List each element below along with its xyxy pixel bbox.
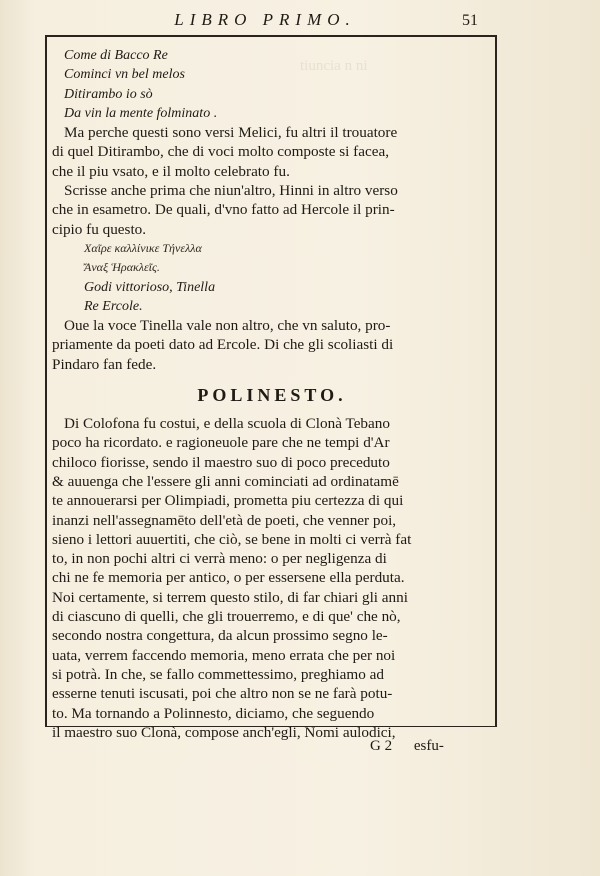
paragraph-line: cipio fu questo. xyxy=(52,220,147,238)
paragraph-line: Di Colofona fu costui, e della scuola di Clonà Tebano xyxy=(64,415,390,433)
greek-verse: Ἄναξ Ἡρακλεῖς. xyxy=(84,260,160,275)
body-text xyxy=(52,46,492,742)
paragraph-line: to. Ma tornando a Polinnesto, diciamo, che seguendo xyxy=(52,704,375,722)
paragraph-line: Scrisse anche prima che niun'altro, Hinni in altro verso xyxy=(64,182,398,200)
verse-line: Come di Bacco Re xyxy=(64,48,168,63)
verse-line: Da vin la mente folminato . xyxy=(64,105,218,121)
catchword: esfu- xyxy=(413,738,444,754)
paragraph-line: inanzi nell'assegnamēto dell'età de poeti, che venner poi, xyxy=(52,511,397,529)
paragraph-line: Ma perche questi sono versi Melici, fu altri il trouatore xyxy=(64,124,398,142)
verse-line: Godi vittorioso, Tinella xyxy=(84,279,216,295)
verse-line: Ditirambo io sò xyxy=(64,86,153,102)
paragraph-line: to, in non pochi altri ci verrà meno: o per negligenza di xyxy=(52,550,387,568)
paragraph-line: uata, verrem faccendo memoria, meno errata che per noi xyxy=(52,646,396,664)
greek-verse: Χαῖρε καλλίνικε Τήνελλα xyxy=(84,240,202,255)
paragraph-line: te annouerarsi per Olimpiadi, prometta piu certezza di qui xyxy=(52,492,404,510)
paragraph-line: esserne tenuti iscusati, poi che altro non se ne farà potu- xyxy=(52,685,393,703)
section-title: POLINESTO. xyxy=(197,385,347,406)
paragraph-line: che in esametro. De quali, d'vno fatto ad Hercole il prin- xyxy=(52,201,395,219)
signature-mark: G 2 xyxy=(370,738,393,754)
paragraph-line: si potrà. In che, se fallo commettessimo, preghiamo ad xyxy=(52,665,384,683)
paragraph-line: di quel Ditirambo, che di voci molto composte si facea, xyxy=(52,143,389,161)
paragraph-line: chi ne fe memoria per antico, o per essersene ella perduta. xyxy=(52,569,405,587)
verse-line: Re Ercole. xyxy=(84,298,143,314)
paragraph-line: che il piu vsato, e il molto celebrato fu. xyxy=(52,162,290,180)
paragraph-line: sieno i lettori auuertiti, che ciò, se bene in molti ci verrà fat xyxy=(52,530,412,548)
bleed-through-text: tiuncia n ni xyxy=(300,58,368,74)
page-number: 51 xyxy=(462,12,478,29)
paragraph-line: Noi certamente, si terrem questo stilo, di far chiari gli anni xyxy=(52,588,408,606)
paragraph-line: Pindaro fan fede. xyxy=(52,355,157,373)
paragraph-line: chiloco fiorisse, sendo il maestro suo di poco preceduto xyxy=(52,453,390,471)
verse-line: Cominci vn bel melos xyxy=(64,67,185,83)
paragraph-line: il maestro suo Clonà, compose anch'egli, Nomi aulodici, xyxy=(52,723,396,741)
page-footer xyxy=(370,738,462,755)
running-head: LIBRO PRIMO. xyxy=(174,10,356,29)
paragraph-line: & auuenga che l'essere gli anni cominciati ad ordinatamē xyxy=(52,472,399,490)
paragraph-line: poco ha ricordato. e ragioneuole pare che ne tempi d'Ar xyxy=(52,434,390,452)
paragraph-line: Oue la voce Tinella vale non altro, che vn saluto, pro- xyxy=(64,317,391,335)
paragraph-line: di ciascuno di quelli, che gli trouerremo, e di que' che nò, xyxy=(52,608,401,626)
paragraph-line: secondo nostra congettura, da alcun prossimo segno le- xyxy=(52,627,388,645)
paragraph-line: priamente da poeti dato ad Ercole. Di che gli scoliasti di xyxy=(52,336,394,354)
